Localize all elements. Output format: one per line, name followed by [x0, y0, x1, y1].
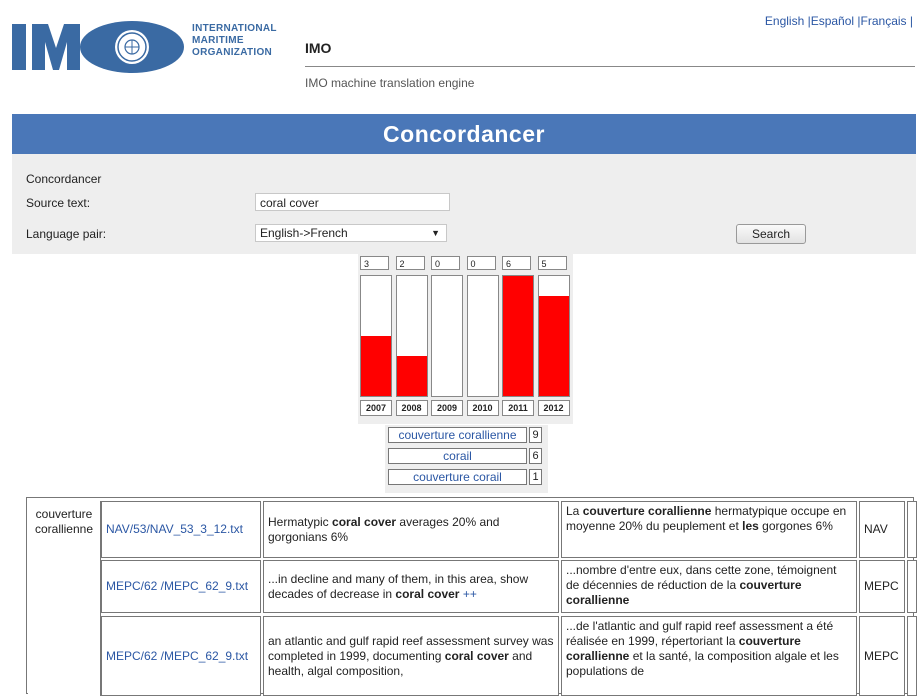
bar [503, 276, 533, 396]
brand-title: IMO [305, 40, 332, 56]
row-edge [907, 501, 917, 558]
language-pair-select[interactable] [255, 224, 447, 242]
year-label: 2007 [360, 400, 392, 416]
target-sentence: ...nombre d'entre eux, dans cette zone, témoignent de décennies de réduction de la couverture corallienne [561, 560, 857, 613]
row-edge [907, 616, 917, 696]
org-name: INTERNATIONAL MARITIME ORGANIZATION [192, 23, 277, 58]
translation-term-link[interactable]: couverture corallienne [388, 427, 527, 443]
page-banner: Concordancer [12, 114, 916, 154]
target-sentence: La couverture corallienne hermatypique occupe en moyenne 20% du peuplement et les gorgones 6% [561, 501, 857, 558]
document-link[interactable]: NAV/53/NAV_53_3_12.txt [101, 501, 261, 558]
document-link[interactable]: MEPC/62 /MEPC_62_9.txt [101, 616, 261, 696]
bar [539, 296, 569, 396]
count-label: 0 [467, 256, 496, 270]
bar [361, 336, 391, 396]
lang-espanol[interactable]: Español [810, 14, 855, 28]
bar [397, 356, 427, 396]
bar-column [538, 275, 570, 397]
lang-english[interactable]: English [764, 14, 805, 28]
count-label: 2 [396, 256, 425, 270]
translation-count: 1 [529, 469, 542, 485]
lang-francais[interactable]: Français [860, 14, 907, 28]
year-label: 2012 [538, 400, 570, 416]
chevron-down-icon: ▼ [431, 228, 440, 238]
source-text-input[interactable]: coral cover [255, 193, 450, 211]
document-link[interactable]: MEPC/62 /MEPC_62_9.txt [101, 560, 261, 613]
header-divider [305, 66, 915, 67]
translation-term-link[interactable]: couverture corail [388, 469, 527, 485]
year-frequency-chart [358, 254, 573, 424]
language-pair-value: English->French [260, 226, 348, 240]
source-sentence: an atlantic and gulf rapid reef assessment survey was completed in 1999, documenting coral cover and health, algal composition, [263, 616, 559, 696]
target-sentence: ...de l'atlantic and gulf rapid reef assessment a été réalisée en 1999, répertoriant la couverture corallienne et la santé, la composition algale et les populations de [561, 616, 857, 696]
count-label: 0 [431, 256, 460, 270]
committee-code: MEPC [859, 560, 905, 613]
row-edge [907, 560, 917, 613]
translation-count: 9 [529, 427, 542, 443]
year-label: 2011 [502, 400, 534, 416]
committee-code: NAV [859, 501, 905, 558]
form-heading: Concordancer [26, 172, 102, 186]
bar-column [502, 275, 534, 397]
count-label: 3 [360, 256, 389, 270]
source-sentence: ...in decline and many of them, in this area, show decades of decrease in coral cover ++ [263, 560, 559, 613]
translation-term-link[interactable]: corail [388, 448, 527, 464]
bar-column [396, 275, 428, 397]
year-label: 2008 [396, 400, 428, 416]
year-label: 2010 [467, 400, 499, 416]
year-label: 2009 [431, 400, 463, 416]
bar-column [360, 275, 392, 397]
language-pair-label: Language pair: [26, 227, 107, 241]
expand-link[interactable]: ++ [462, 586, 477, 601]
translation-count: 6 [529, 448, 542, 464]
count-label: 5 [538, 256, 567, 270]
bar-column [431, 275, 463, 397]
group-term-cell: couverture corallienne [28, 501, 101, 696]
count-label: 6 [502, 256, 531, 270]
source-text-label: Source text: [26, 196, 91, 210]
brand-subtitle: IMO machine translation engine [305, 76, 475, 90]
bar-column [467, 275, 499, 397]
results-table [26, 497, 914, 694]
search-button[interactable]: Search [736, 224, 806, 244]
committee-code: MEPC [859, 616, 905, 696]
source-sentence: Hermatypic coral cover averages 20% and gorgonians 6% [263, 501, 559, 558]
language-links: English |Español |Français | [764, 14, 913, 28]
